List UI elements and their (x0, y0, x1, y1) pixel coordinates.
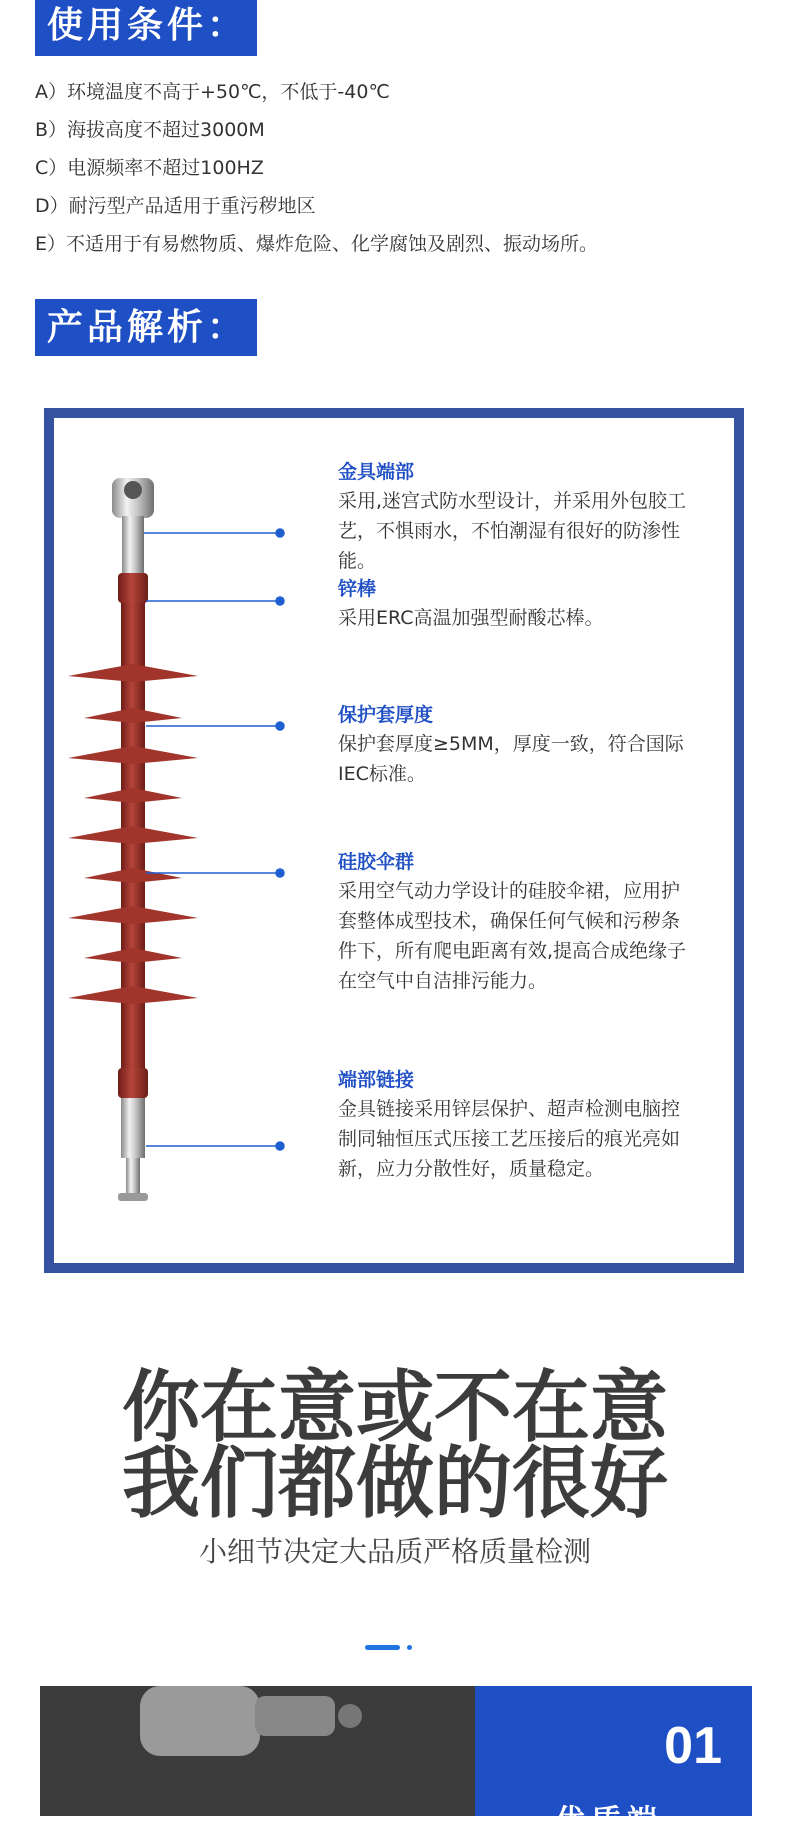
slogan-line-1: 你在意或不在意 (121, 1363, 668, 1453)
detail-card (40, 1686, 752, 1839)
slogan-subtitle: 小细节决定大品质严格质量检测 (198, 1535, 591, 1568)
conditions-heading: 使用条件： (35, 0, 257, 56)
feature-title: 端部链接 (338, 1069, 415, 1091)
pager-indicator (365, 1645, 415, 1651)
feature-title: 硅胶伞群 (338, 851, 415, 873)
feature-title: 保护套厚度 (338, 704, 434, 726)
product-analysis-panel (44, 408, 744, 1273)
silicone-sheds (68, 664, 198, 1004)
fitting-photo-art (40, 1686, 475, 1816)
bottom-fitting (118, 1098, 148, 1201)
feature-sheath-thickness (338, 701, 688, 789)
condition-item: B）海拔高度不超过3000M (35, 119, 265, 141)
pager-dot (407, 1645, 412, 1650)
feature-title: 金具端部 (338, 461, 415, 483)
card-label-clip (555, 1786, 735, 1839)
top-fitting (112, 478, 154, 578)
feature-silicone-sheds (338, 848, 688, 996)
feature-end-link (338, 1066, 688, 1184)
conditions-list (35, 78, 755, 268)
analysis-heading: 产品解析： (35, 299, 257, 356)
feature-fitting-end (338, 458, 688, 576)
feature-desc: 保护套厚度≥5MM，厚度一致，符合国际IEC标准。 (338, 733, 684, 785)
feature-zinc-rod (338, 575, 688, 633)
feature-desc: 采用空气动力学设计的硅胶伞裙，应用护套整体成型技术，确保任何气候和污秽条件下，所有爬电距离有效,提高合成绝缘子在空气中自洁排污能力。 (338, 880, 687, 992)
feature-desc: 采用ERC高温加强型耐酸芯棒。 (338, 607, 604, 629)
condition-item: D）耐污型产品适用于重污秽地区 (35, 195, 316, 217)
card-number: 01 (664, 1717, 722, 1775)
card-label-panel (475, 1686, 752, 1839)
feature-desc: 金具链接采用锌层保护、超声检测电脑控制同轴恒压式压接工艺压接后的痕光亮如新，应力分散性好，质量稳定。 (338, 1098, 681, 1180)
slogan-line-2: 我们都做的很好 (121, 1439, 668, 1529)
condition-item: E）不适用于有易燃物质、爆炸危险、化学腐蚀及剧烈、振动场所。 (35, 233, 599, 255)
feature-desc: 采用,迷宫式防水型设计，并采用外包胶工艺，不惧雨水，不怕潮湿有很好的防渗性能。 (338, 490, 687, 572)
fitting-photo (40, 1686, 475, 1816)
pager-active-bar (365, 1645, 400, 1650)
condition-item: C）电源频率不超过100HZ (35, 157, 264, 179)
condition-item: A）环境温度不高于+50℃，不低于-40℃ (35, 81, 390, 103)
feature-title: 锌棒 (338, 578, 377, 600)
card-label: 优质端 (555, 1804, 663, 1839)
